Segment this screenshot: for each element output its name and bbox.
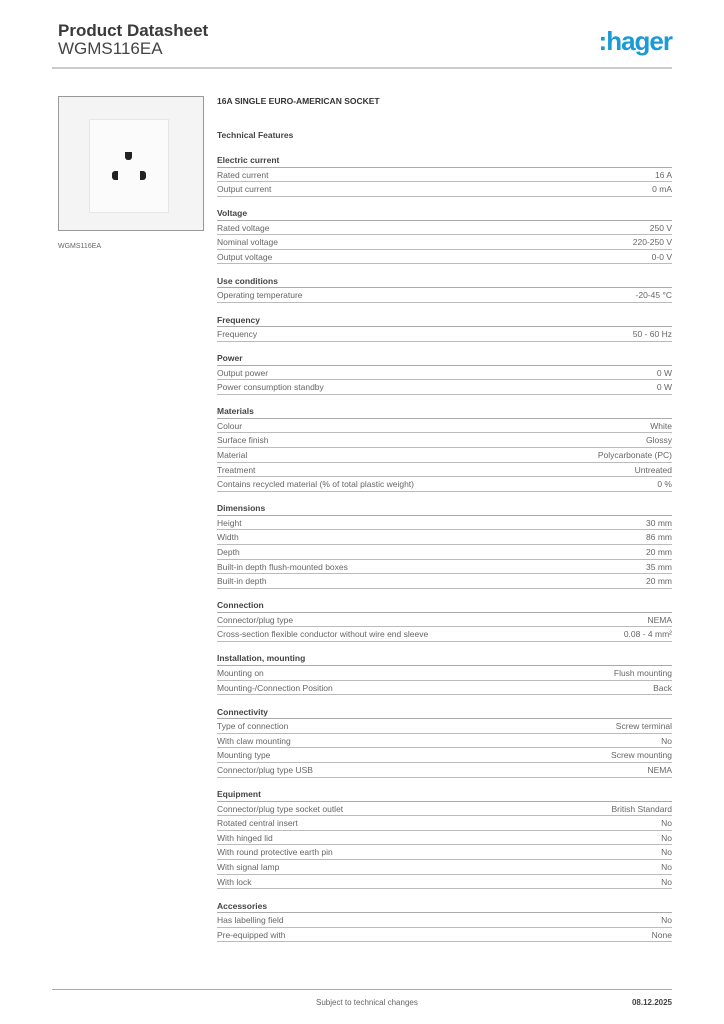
page-title: Product Datasheet xyxy=(58,21,209,40)
spec-row xyxy=(217,719,672,734)
spec-label: Colour xyxy=(217,420,243,431)
spec-row xyxy=(217,380,672,395)
spec-label: Has labelling field xyxy=(217,915,284,926)
spec-content xyxy=(217,96,672,952)
spec-value: None xyxy=(651,929,672,940)
spec-row xyxy=(217,516,672,531)
spec-label: With claw mounting xyxy=(217,735,291,746)
spec-row xyxy=(217,182,672,197)
spec-row xyxy=(217,802,672,817)
footer-date: 08.12.2025 xyxy=(631,998,672,1007)
spec-label: Nominal voltage xyxy=(217,237,278,248)
spec-row xyxy=(217,734,672,749)
spec-value: 0 mA xyxy=(652,184,672,195)
spec-label: With hinged lid xyxy=(217,832,273,843)
spec-label: Connector/plug type socket outlet xyxy=(217,803,344,814)
section-title: Frequency xyxy=(217,313,672,328)
spec-value: Untreated xyxy=(634,464,672,475)
spec-label: Rotated central insert xyxy=(217,818,298,829)
spec-row xyxy=(217,831,672,846)
section-title: Connection xyxy=(217,598,672,613)
left-pin-icon xyxy=(112,171,118,180)
spec-row xyxy=(217,860,672,875)
spec-value: No xyxy=(661,735,672,746)
spec-label: With signal lamp xyxy=(217,861,280,872)
spec-section xyxy=(217,899,672,943)
spec-section xyxy=(217,787,672,889)
spec-row xyxy=(217,560,672,575)
spec-row xyxy=(217,748,672,763)
spec-row xyxy=(217,627,672,642)
spec-label: Pre-equipped with xyxy=(217,929,286,940)
spec-row xyxy=(217,845,672,860)
spec-value: Polycarbonate (PC) xyxy=(597,450,672,461)
spec-row xyxy=(217,250,672,265)
spec-label: Output power xyxy=(217,367,269,378)
spec-label: Surface finish xyxy=(217,435,269,446)
spec-row xyxy=(217,366,672,381)
section-title: Electric current xyxy=(217,153,672,168)
spec-label: Frequency xyxy=(217,329,258,340)
spec-label: Built-in depth xyxy=(217,576,267,587)
features-heading: Technical Features xyxy=(217,130,294,140)
spec-value: NEMA xyxy=(647,764,672,775)
spec-label: Rated current xyxy=(217,169,269,180)
spec-value: No xyxy=(661,847,672,858)
image-caption: WGMS116EA xyxy=(58,243,102,250)
section-title: Equipment xyxy=(217,787,672,802)
spec-value: No xyxy=(661,876,672,887)
spec-value: White xyxy=(650,420,672,431)
right-pin-icon xyxy=(140,171,146,180)
spec-value: 16 A xyxy=(654,169,672,180)
hager-logo: :hager xyxy=(598,26,672,56)
earth-pin-icon xyxy=(125,152,132,160)
spec-row xyxy=(217,477,672,492)
spec-section xyxy=(217,313,672,342)
spec-row xyxy=(217,613,672,628)
section-title: Accessories xyxy=(217,899,672,914)
spec-row xyxy=(217,463,672,478)
spec-value: 0 W xyxy=(656,382,672,393)
spec-row xyxy=(217,288,672,303)
spec-label: With lock xyxy=(217,876,252,887)
spec-value: 220-250 V xyxy=(632,237,672,248)
spec-label: Output voltage xyxy=(217,251,273,262)
spec-label: Type of connection xyxy=(217,721,289,732)
spec-section xyxy=(217,598,672,642)
spec-label: Mounting type xyxy=(217,750,271,761)
spec-row xyxy=(217,221,672,236)
spec-label: Treatment xyxy=(217,464,256,475)
spec-row xyxy=(217,530,672,545)
spec-value: -20-45 °C xyxy=(635,290,672,301)
spec-value: 20 mm xyxy=(646,547,672,557)
spec-section xyxy=(217,705,672,778)
spec-label: With round protective earth pin xyxy=(217,847,333,858)
spec-row xyxy=(217,168,672,183)
spec-row xyxy=(217,574,672,589)
product-code: WGMS116EA xyxy=(58,39,163,58)
spec-value: Flush mounting xyxy=(613,667,672,678)
spec-row xyxy=(217,875,672,890)
spec-row xyxy=(217,681,672,696)
section-title: Use conditions xyxy=(217,274,672,289)
spec-value: No xyxy=(661,861,672,872)
spec-value: No xyxy=(661,832,672,843)
spec-value: 30 mm xyxy=(646,517,672,528)
spec-value: 50 - 60 Hz xyxy=(632,329,672,340)
spec-value: 86 mm xyxy=(646,532,672,543)
spec-section xyxy=(217,404,672,491)
spec-row xyxy=(217,419,672,434)
spec-label: Height xyxy=(217,517,242,528)
spec-label: Mounting-/Connection Position xyxy=(217,682,333,693)
spec-label: Cross-section flexible conductor without wire end sleeve xyxy=(217,629,429,640)
spec-label: Operating temperature xyxy=(217,290,303,301)
spec-label: Rated voltage xyxy=(217,222,270,233)
spec-row xyxy=(217,913,672,928)
product-image xyxy=(58,96,204,231)
spec-value: No xyxy=(661,818,672,829)
spec-section xyxy=(217,651,672,695)
spec-value: 250 V xyxy=(649,222,672,233)
socket-plate xyxy=(89,119,169,213)
section-title: Materials xyxy=(217,404,672,419)
spec-section xyxy=(217,153,672,197)
section-title: Connectivity xyxy=(217,705,672,720)
spec-label: Connector/plug type xyxy=(217,614,294,625)
spec-row xyxy=(217,545,672,560)
spec-value: Back xyxy=(653,682,672,693)
spec-label: Width xyxy=(217,532,239,543)
product-name: 16A SINGLE EURO-AMERICAN SOCKET xyxy=(217,96,380,106)
spec-value: NEMA xyxy=(647,614,672,625)
footer-divider xyxy=(52,989,672,990)
spec-row xyxy=(217,666,672,681)
spec-value: No xyxy=(661,915,672,926)
spec-row xyxy=(217,433,672,448)
spec-label: Connector/plug type USB xyxy=(217,764,313,775)
spec-section xyxy=(217,501,672,588)
section-title: Installation, mounting xyxy=(217,651,672,666)
section-title: Dimensions xyxy=(217,501,672,516)
spec-label: Material xyxy=(217,450,248,461)
spec-row xyxy=(217,327,672,342)
spec-value: Screw terminal xyxy=(615,721,672,732)
spec-row xyxy=(217,763,672,778)
spec-row xyxy=(217,235,672,250)
spec-label: Output current xyxy=(217,184,272,195)
spec-section xyxy=(217,274,672,303)
spec-value: British Standard xyxy=(611,803,672,814)
spec-label: Contains recycled material (% of total plastic weight) xyxy=(217,479,414,490)
spec-row xyxy=(217,448,672,463)
spec-value: 20 mm xyxy=(646,576,672,587)
section-title: Voltage xyxy=(217,206,672,221)
header-divider xyxy=(52,67,672,69)
spec-section xyxy=(217,351,672,395)
spec-value: Glossy xyxy=(646,435,672,446)
spec-label: Power consumption standby xyxy=(217,382,324,393)
spec-label: Depth xyxy=(217,547,240,557)
spec-row xyxy=(217,928,672,943)
footer-note: Subject to technical changes xyxy=(316,998,418,1007)
spec-value: 0.08 - 4 mm² xyxy=(623,629,672,640)
spec-label: Mounting on xyxy=(217,667,264,678)
spec-value: Screw mounting xyxy=(611,750,672,761)
spec-row xyxy=(217,816,672,831)
spec-value: 35 mm xyxy=(646,561,672,572)
spec-label: Built-in depth flush-mounted boxes xyxy=(217,561,348,572)
spec-value: 0 % xyxy=(657,479,672,490)
spec-value: 0-0 V xyxy=(651,251,672,262)
spec-section xyxy=(217,206,672,264)
spec-value: 0 W xyxy=(656,367,672,378)
spec-sections xyxy=(217,153,672,942)
section-title: Power xyxy=(217,351,672,366)
